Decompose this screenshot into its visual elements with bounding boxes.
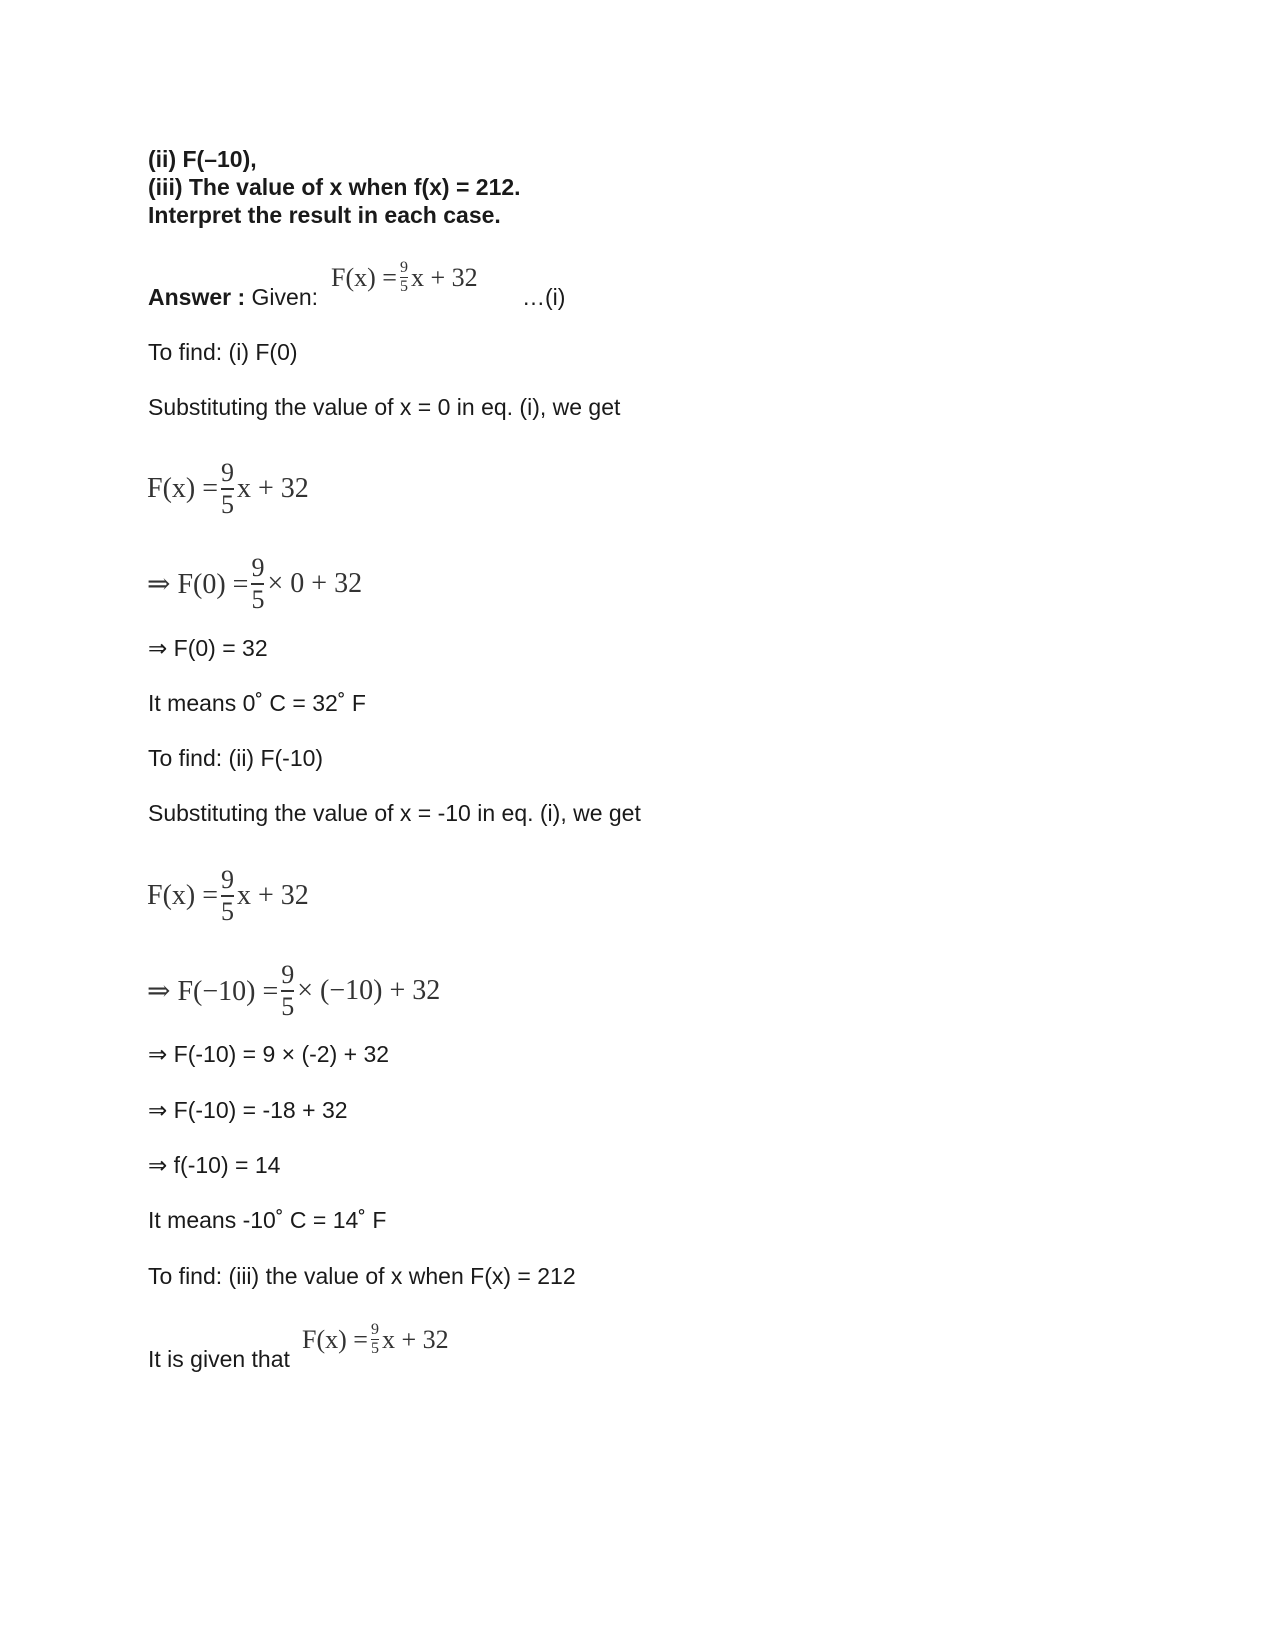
eq-rhs: x + 32 [237, 880, 309, 911]
question-interpret: Interpret the result in each case. [148, 202, 501, 228]
answer-given-line [148, 283, 318, 311]
substitute-minus-ten: Substituting the value of x = -10 in eq. (i), we get [148, 800, 641, 826]
answer-label: Answer : [148, 284, 246, 310]
find-ii: To find: (ii) F(-10) [148, 745, 324, 771]
eq-lhs: F(x) = [147, 473, 219, 504]
find-iii: To find: (iii) the value of x when F(x) = 212 [148, 1263, 576, 1289]
eq-rhs: × (−10) + 32 [297, 975, 441, 1006]
fraction: $\frac{9}{5}$ [221, 865, 235, 926]
step-add: ⇒ F(-10) = -18 + 32 [148, 1097, 348, 1123]
eq-lhs: ⇒ F(−10) = [147, 976, 279, 1007]
eq-lhs: F(x) = [302, 1324, 368, 1354]
eq-lhs: F(x) = [331, 262, 397, 292]
eq-lhs: F(x) = [147, 880, 219, 911]
equation-fx [147, 460, 309, 518]
given-that: It is given that [148, 1346, 290, 1372]
eq-rhs: x + 32 [410, 262, 478, 292]
eq-rhs: × 0 + 32 [267, 568, 363, 599]
meaning-f-minus-ten: It means -10˚ C = 14˚ F [148, 1207, 387, 1233]
fraction: $\frac{9}{5}$ [281, 960, 295, 1021]
step-result: ⇒ f(-10) = 14 [148, 1152, 281, 1178]
equation-f-minus-ten [147, 962, 440, 1020]
question-part-iii: (iii) The value of x when f(x) = 212. [148, 174, 521, 200]
result-f0: ⇒ F(0) = 32 [148, 635, 268, 661]
given-equation [331, 260, 478, 295]
fraction: $\frac{9}{5}$ [221, 458, 235, 519]
substitute-zero: Substituting the value of x = 0 in eq. (i), we get [148, 394, 621, 420]
meaning-f0: It means 0˚ C = 32˚ F [148, 690, 366, 716]
equation-f0 [147, 555, 362, 613]
equation-fx-repeat [147, 867, 309, 925]
eq-rhs: x + 32 [237, 473, 309, 504]
fraction: $\frac{9}{5}$ [370, 1321, 379, 1357]
given-text: Given: [245, 284, 319, 310]
fraction: $\frac{9}{5}$ [251, 553, 265, 614]
eq-rhs: x + 32 [381, 1324, 449, 1354]
step-multiply: ⇒ F(-10) = 9 × (-2) + 32 [148, 1041, 390, 1067]
equation-reference: …(i) [522, 284, 566, 310]
eq-lhs: ⇒ F(0) = [147, 569, 249, 600]
fraction: $\frac{9}{5}$ [399, 259, 408, 295]
given-that-equation [302, 1322, 449, 1357]
question-part-ii: (ii) F(–10), [148, 146, 257, 172]
find-i: To find: (i) F(0) [148, 339, 298, 365]
